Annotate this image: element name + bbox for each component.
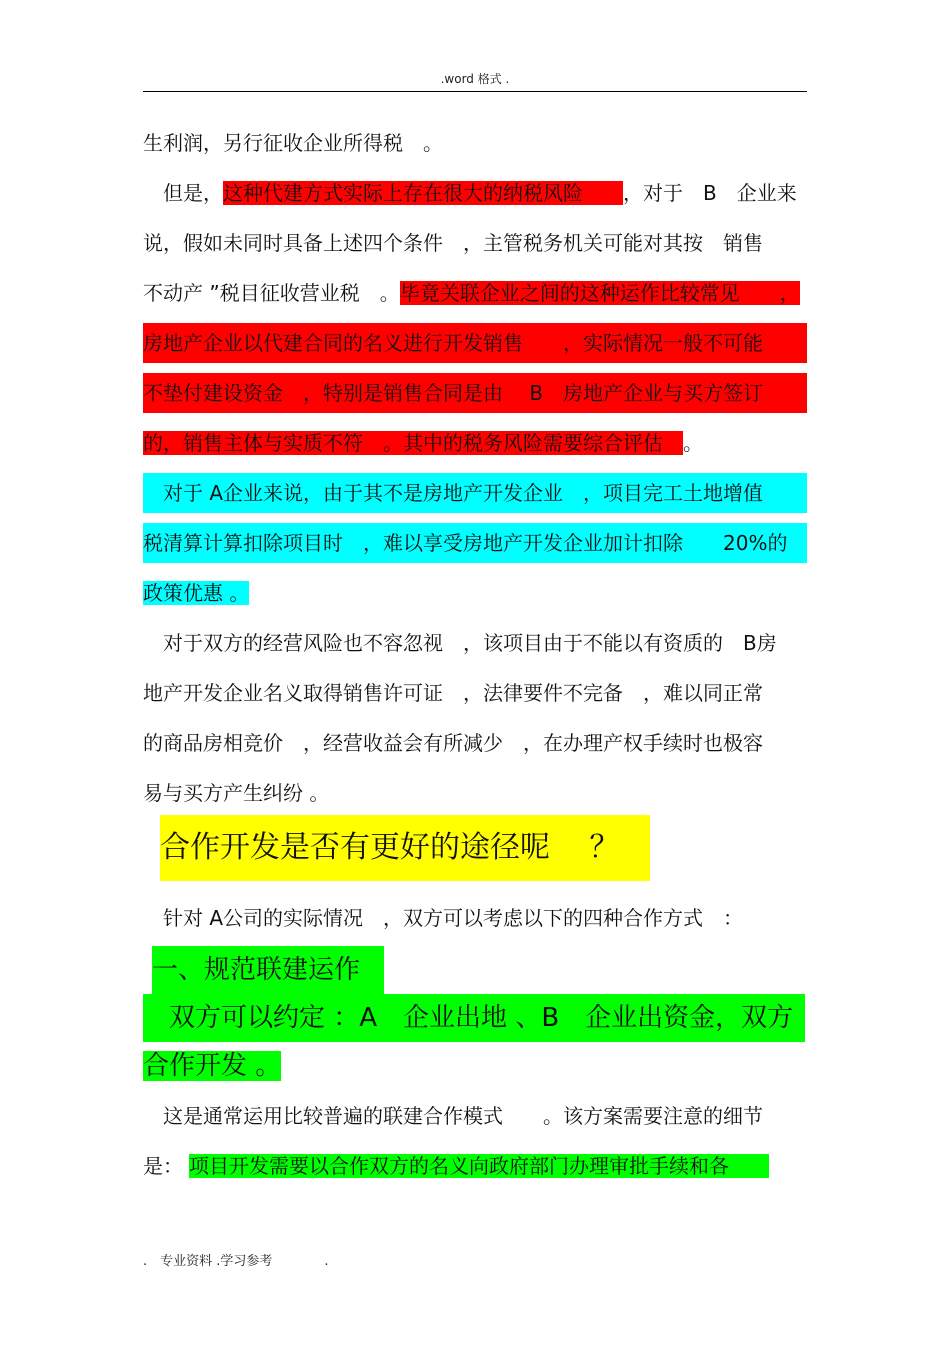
text-span: 不垫付建设资金 ，特别是销售合同是由 B 房地产企业与买方签订 <box>143 381 764 405</box>
highlight-cyan-line <box>143 523 807 563</box>
text-line <box>143 1096 807 1136</box>
text-line <box>143 223 807 263</box>
highlight-green: 项目开发需要以合作双方的名义向政府部门办理审批手续和各 <box>189 1154 769 1178</box>
text-span: 易与买方产生纠纷 。 <box>143 781 330 805</box>
text-span: 对于双方的经营风险也不容忽视 ，该项目由于不能以有资质的 B房 <box>143 631 777 655</box>
highlight-green-line <box>143 994 805 1042</box>
heading-question <box>160 815 650 881</box>
text-span: 对于 A企业来说，由于其不是房地产开发企业 ，项目完工土地增值 <box>143 481 764 505</box>
text-span: 双方可以约定 ：A 企业出地 、B 企业出资金，双方 <box>143 1003 794 1033</box>
text-span: 地产开发企业名义取得销售许可证 ，法律要件不完备 ，难以同正常 <box>143 681 763 705</box>
text-span: 说，假如未同时具备上述四个条件 ，主管税务机关可能对其按 销售 <box>143 231 763 255</box>
highlight-green: 一、规范联建运作 <box>152 946 384 994</box>
text-line <box>143 423 807 463</box>
text-line <box>143 1042 807 1090</box>
page-header: .word 格式 . <box>440 72 510 86</box>
highlight-red: 这种代建方式实际上存在很大的纳税风险 <box>223 181 623 205</box>
highlight-cyan: 政策优惠 。 <box>143 581 250 605</box>
text-line <box>143 623 807 663</box>
text-span: 不动产 ”税目征收营业税 。 <box>143 281 400 305</box>
text-line <box>143 723 807 763</box>
text-span: 税清算计算扣除项目时 ，难以享受房地产开发企业加计扣除 20%的 <box>143 531 788 555</box>
text-span: 这是通常运用比较普遍的联建合作模式 。该方案需要注意的细节 <box>143 1104 763 1128</box>
highlight-green: 合作开发 。 <box>143 1051 282 1081</box>
text-line <box>143 773 807 813</box>
text-line <box>143 273 807 313</box>
text-span: 是： <box>143 1154 183 1178</box>
text-line <box>143 1146 807 1186</box>
header-divider <box>143 91 807 92</box>
heading-section-1 <box>152 946 384 994</box>
highlight-red: 毕竟关联企业之间的这种运作比较常见 ， <box>399 281 800 305</box>
highlight-red-line <box>143 323 807 363</box>
page-footer: . 专业资料 .学习参考 . <box>143 1254 329 1269</box>
text-span: ，对于 B 企业来 <box>623 181 797 205</box>
text-line <box>143 123 807 163</box>
text-line <box>143 173 807 213</box>
highlight-yellow: 合作开发是否有更好的途径呢 ？ <box>160 815 650 881</box>
highlight-cyan-line <box>143 473 807 513</box>
text-span: 生利润，另行征收企业所得税 。 <box>143 131 443 155</box>
text-span: 的商品房相竞价 ，经营收益会有所减少 ，在办理产权手续时也极容 <box>143 731 763 755</box>
text-span: 针对 A公司的实际情况 ，双方可以考虑以下的四种合作方式 ： <box>143 906 744 930</box>
highlight-red: 的，销售主体与实质不符 。其中的税务风险需要综合评估 <box>143 431 683 455</box>
text-span: 但是， <box>143 181 223 205</box>
text-span: 房地产企业以代建合同的名义进行开发销售 ，实际情况一般不可能 <box>143 331 763 355</box>
text-line <box>143 573 807 613</box>
highlight-red-line <box>143 373 807 413</box>
text-line <box>143 673 807 713</box>
text-line <box>143 898 807 938</box>
text-span: 。 <box>683 431 703 455</box>
